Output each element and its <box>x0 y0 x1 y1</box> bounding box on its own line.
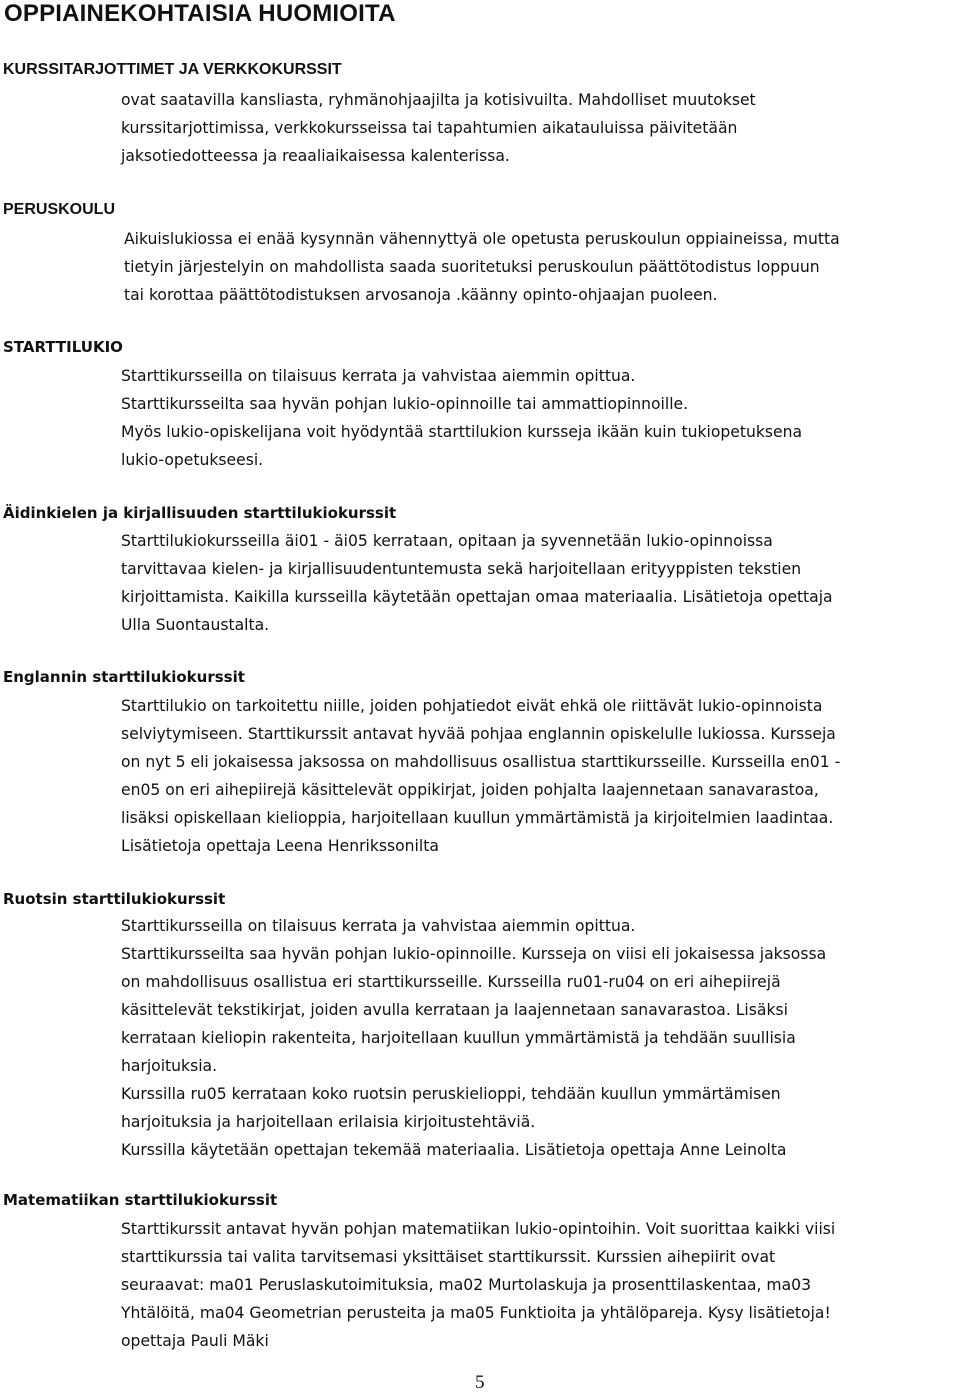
text-line: lukio-opetukseesi. <box>121 451 264 469</box>
section-body-ruotsi <box>121 912 957 1164</box>
text-line: Ulla Suontaustalta. <box>121 616 270 634</box>
text-line: jaksotiedotteessa ja reaaliaikaisessa kalenterissa. <box>121 147 510 165</box>
section-body-kurssitarjottimet <box>121 86 957 170</box>
text-line: Myös lukio-opiskelijana voit hyödyntää starttilukion kursseja ikään kuin tukiopetuksena <box>121 423 803 441</box>
text-line: käsittelevät tekstikirjat, joiden avulla kerrataan ja laajennetaan sanavarastoa. Lisäksi <box>121 1001 788 1019</box>
text-line: Kurssilla käytetään opettajan tekemää materiaalia. Lisätietoja opettaja Anne Leinolta <box>121 1141 787 1159</box>
text-line: seuraavat: ma01 Peruslaskutoimituksia, ma02 Murtolaskuja ja prosenttilaskentaa, ma03 <box>121 1276 811 1294</box>
page-title: OPPIAINEKOHTAISIA HUOMIOITA <box>4 0 396 27</box>
text-line: Starttilukiokursseilla äi01 - äi05 kerrataan, opitaan ja syvennetään lukio-opinnoissa <box>121 532 773 550</box>
text-line: lisäksi opiskellaan kielioppia, harjoitellaan kuullun ymmärtämistä ja kirjoitelmien laadintaa. <box>121 809 834 827</box>
text-line: Starttikursseilta saa hyvän pohjan lukio-opinnoille. Kursseja on viisi eli jokaisessa jaksossa <box>121 945 827 963</box>
section-heading-aidinkieli: Äidinkielen ja kirjallisuuden starttilukiokurssit <box>3 504 397 522</box>
text-line: starttikurssia tai valita tarvitsemasi yksittäiset starttikurssit. Kurssien aihepiirit ovat <box>121 1248 776 1266</box>
section-body-englanti <box>121 692 957 860</box>
text-line: tai korottaa päättötodistuksen arvosanoja .käänny opinto-ohjaajan puoleen. <box>124 286 718 304</box>
text-line: Kurssilla ru05 kerrataan koko ruotsin peruskielioppi, tehdään kuullun ymmärtämisen <box>121 1085 781 1103</box>
section-heading-ruotsi: Ruotsin starttilukiokurssit <box>3 890 226 908</box>
text-line: en05 on eri aihepiirejä käsittelevät oppikirjat, joiden pohjalta laajennetaan sanavarastoa, <box>121 781 819 799</box>
text-line: Starttikurssit antavat hyvän pohjan matematiikan lukio-opintoihin. Voit suorittaa kaikki viisi <box>121 1220 836 1238</box>
text-line: ovat saatavilla kansliasta, ryhmänohjaajilta ja kotisivuilta. Mahdolliset muutokset <box>121 91 756 109</box>
text-line: Starttikursseilla on tilaisuus kerrata ja vahvistaa aiemmin opittua. <box>121 917 636 935</box>
section-body-aidinkieli <box>121 527 957 639</box>
text-line: tietyin järjestelyin on mahdollista saada suoritetuksi peruskoulun päättötodistus loppuun <box>124 258 820 276</box>
page-number: 5 <box>475 1372 485 1393</box>
text-line: kurssitarjottimissa, verkkokursseissa tai tapahtumien aikatauluissa päivitetään <box>121 119 738 137</box>
text-line: harjoituksia ja harjoitellaan erilaisia kirjoitustehtäviä. <box>121 1113 536 1131</box>
text-line: Starttikursseilta saa hyvän pohjan lukio-opinnoille tai ammattiopinnoille. <box>121 395 689 413</box>
text-line: opettaja Pauli Mäki <box>121 1332 269 1350</box>
text-line: Starttikursseilla on tilaisuus kerrata ja vahvistaa aiemmin opittua. <box>121 367 636 385</box>
text-line: Aikuislukiossa ei enää kysynnän vähennyttyä ole opetusta peruskoulun oppiaineissa, mutta <box>124 230 840 248</box>
text-line: Yhtälöitä, ma04 Geometrian perusteita ja ma05 Funktioita ja yhtälöpareja. Kysy lisätietoja! <box>121 1304 831 1322</box>
section-heading-englanti: Englannin starttilukiokurssit <box>3 668 245 686</box>
text-line: kerrataan kieliopin rakenteita, harjoitellaan kuullun ymmärtämistä ja tehdään suullisia <box>121 1029 796 1047</box>
text-line: Lisätietoja opettaja Leena Henrikssonilta <box>121 837 439 855</box>
text-line: tarvittavaa kielen- ja kirjallisuudentuntemusta sekä harjoitellaan erityyppisten tekstien <box>121 560 802 578</box>
section-body-starttilukio <box>121 362 957 474</box>
section-heading-kurssitarjottimet: KURSSITARJOTTIMET JA VERKKOKURSSIT <box>3 61 342 78</box>
text-line: Starttilukio on tarkoitettu niille, joiden pohjatiedot eivät ehkä ole riittävät lukio-opinnoista <box>121 697 823 715</box>
section-heading-matematiikka: Matematiikan starttilukiokurssit <box>3 1191 278 1209</box>
section-body-matematiikka <box>121 1215 957 1355</box>
section-heading-starttilukio: STARTTILUKIO <box>3 338 123 356</box>
text-line: harjoituksia. <box>121 1057 218 1075</box>
section-heading-peruskoulu: PERUSKOULU <box>3 201 116 218</box>
text-line: kirjoittamista. Kaikilla kursseilla käytetään opettajan omaa materiaalia. Lisätietoja opettaja <box>121 588 833 606</box>
section-body-peruskoulu <box>124 225 960 309</box>
text-line: on mahdollisuus osallistua eri starttikursseille. Kursseilla ru01-ru04 on eri aihepiirejä <box>121 973 781 991</box>
text-line: on nyt 5 eli jokaisessa jaksossa on mahdollisuus osallistua starttikursseille. Kursseilla en01 - <box>121 753 841 771</box>
text-line: selviytymiseen. Starttikurssit antavat hyvää pohjaa englannin opiskelulle lukiossa. Kursseja <box>121 725 836 743</box>
